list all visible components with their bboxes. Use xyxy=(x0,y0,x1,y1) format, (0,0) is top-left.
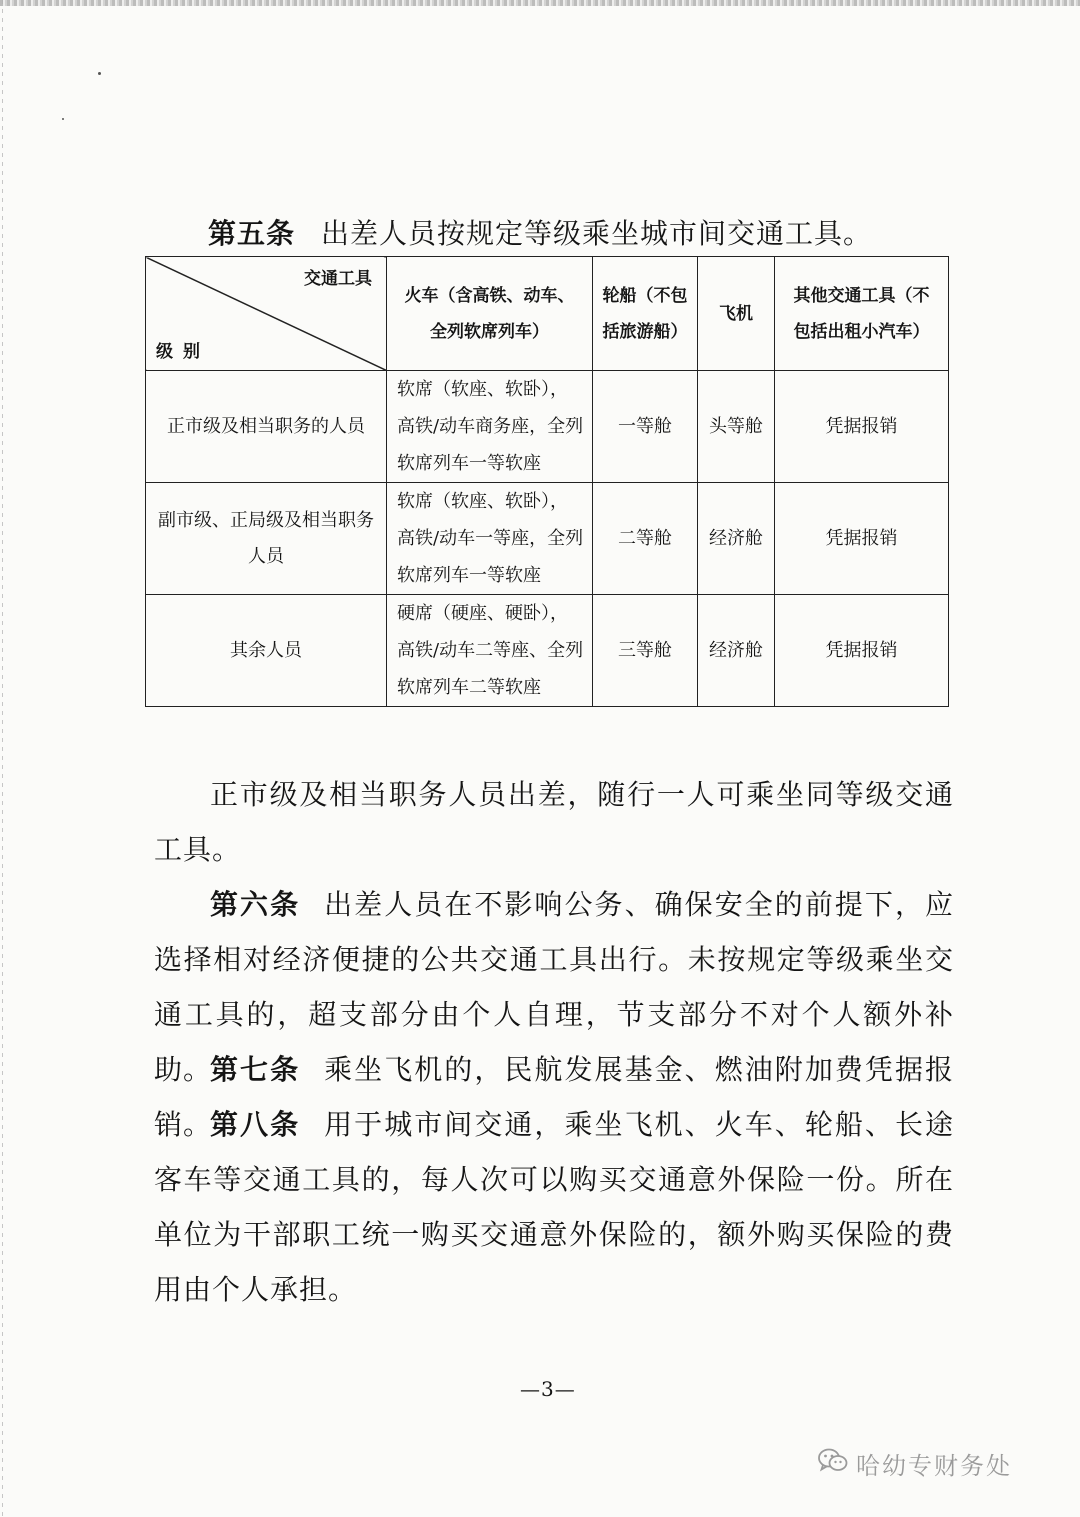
article-6-label: 第六条 xyxy=(210,888,301,921)
transport-grade-table xyxy=(145,256,949,707)
train-line: 高铁/动车一等座，全列 xyxy=(397,528,584,549)
wechat-icon xyxy=(818,1448,848,1480)
article-8-label: 第八条 xyxy=(210,1108,301,1141)
column-header-ship-line: 括旅游船） xyxy=(602,321,688,342)
table-row xyxy=(146,595,949,707)
article-5-text: 出差人员按规定等级乘坐城市间交通工具。 xyxy=(321,217,873,250)
scan-speck xyxy=(62,118,64,120)
train-line: 软席列车一等软座 xyxy=(397,453,541,474)
train-line: 软席（软座、软卧）， xyxy=(397,379,568,400)
plane-cell: 经济舱 xyxy=(698,483,775,595)
column-header-other-line: 包括出租小汽车） xyxy=(793,321,930,342)
ship-cell: 二等舱 xyxy=(593,483,698,595)
other-cell: 凭据报销 xyxy=(775,371,949,483)
ship-cell: 三等舱 xyxy=(593,595,698,707)
grade-cell: 副市级、正局级及相当职务人员 xyxy=(146,483,387,595)
column-header-train-line: 火车（含高铁、动车、 xyxy=(404,285,575,306)
wechat-watermark xyxy=(818,1446,1012,1481)
column-header-other-line: 其他交通工具（不 xyxy=(793,285,930,306)
article-5-heading xyxy=(208,212,872,252)
article-5-label: 第五条 xyxy=(208,217,296,250)
train-line: 硬席（硬座、硬卧）， xyxy=(397,603,568,624)
train-line: 软席列车一等软座 xyxy=(397,565,541,586)
column-header-ship xyxy=(593,257,698,371)
train-line: 软席列车二等软座 xyxy=(397,677,541,698)
article-8-paragraph xyxy=(154,1097,954,1317)
scan-edge-top xyxy=(0,0,1080,6)
article-7-text: 乘坐飞机的，民航发展基金、燃油附加费凭据报销。 xyxy=(154,1053,954,1141)
plane-cell: 头等舱 xyxy=(698,371,775,483)
table-header-row xyxy=(146,257,949,371)
accompany-paragraph xyxy=(154,767,954,877)
other-cell: 凭据报销 xyxy=(775,595,949,707)
article-8-text: 用于城市间交通，乘坐飞机、火车、轮船、长途客车等交通工具的，每人次可以购买交通意外保险一份。所在单位为干部职工统一购买交通意外保险的，额外购买保险的费用由个人承担。 xyxy=(154,1108,954,1306)
table-row xyxy=(146,483,949,595)
train-cell xyxy=(387,483,593,595)
table-corner-cell xyxy=(146,257,387,371)
column-header-plane-line: 飞机 xyxy=(719,303,753,324)
grade-cell: 其余人员 xyxy=(146,595,387,707)
scan-speck xyxy=(98,72,101,75)
accompany-text: 正市级及相当职务人员出差，随行一人可乘坐同等级交通工具。 xyxy=(154,778,954,866)
page-number: —3— xyxy=(520,1377,576,1401)
watermark-text: 哈幼专财务处 xyxy=(856,1452,1012,1480)
column-header-train-line: 全列软席列车） xyxy=(430,321,549,342)
column-header-other xyxy=(775,257,949,371)
scan-edge-left xyxy=(2,0,3,1517)
article-7-label: 第七条 xyxy=(210,1053,301,1086)
grade-cell: 正市级及相当职务的人员 xyxy=(146,371,387,483)
column-header-plane xyxy=(698,257,775,371)
corner-transport-label: 交通工具 xyxy=(304,269,372,289)
train-line: 软席（软座、软卧）， xyxy=(397,491,568,512)
ship-cell: 一等舱 xyxy=(593,371,698,483)
table-row xyxy=(146,371,949,483)
corner-grade-label: 级别 xyxy=(156,342,210,362)
column-header-train xyxy=(387,257,593,371)
other-cell: 凭据报销 xyxy=(775,483,949,595)
train-cell xyxy=(387,371,593,483)
article-6-text: 出差人员在不影响公务、确保安全的前提下，应选择相对经济便捷的公共交通工具出行。未按规定等级乘坐交通工具的，超支部分由个人自理，节支部分不对个人额外补助。 xyxy=(154,888,954,1086)
plane-cell: 经济舱 xyxy=(698,595,775,707)
train-line: 高铁/动车商务座，全列 xyxy=(397,416,584,437)
train-cell xyxy=(387,595,593,707)
train-line: 高铁/动车二等座、全列 xyxy=(397,640,584,661)
column-header-ship-line: 轮船（不包 xyxy=(602,285,688,306)
